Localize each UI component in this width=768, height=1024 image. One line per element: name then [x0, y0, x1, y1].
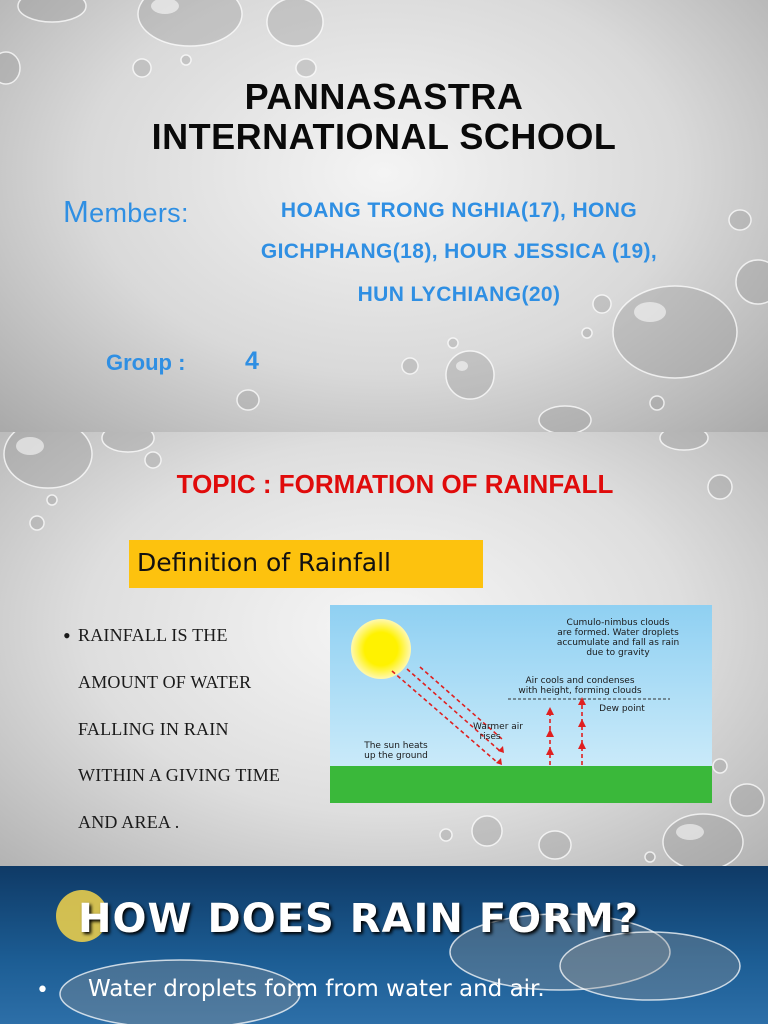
- sun-heats-label-1: The sun heats: [364, 741, 428, 751]
- members-label: [63, 194, 189, 230]
- bullet-dot: •: [63, 623, 71, 648]
- condense-label-1: Air cools and condenses: [525, 676, 635, 686]
- rain-bullet-text-1: Water droplets form from water and air.: [88, 976, 545, 1002]
- rain-formation-slide: [0, 866, 768, 1024]
- cloud-label-3: accumulate and fall as rain: [556, 638, 680, 648]
- warm-air-label-2: rises: [479, 732, 501, 742]
- definition-heading: Definition of Rainfall: [129, 540, 483, 588]
- group-label: Group :: [106, 350, 186, 375]
- members-label-rest: embers:: [89, 198, 189, 228]
- definition-slide: [0, 432, 768, 866]
- sun-heats-label-2: up the ground: [364, 751, 428, 761]
- cloud-label-4: due to gravity: [586, 648, 650, 658]
- cloud-label-2: are formed. Water droplets: [557, 628, 679, 638]
- ground: [330, 766, 712, 803]
- definition-text-line1: RAINFALL IS THE: [78, 625, 228, 645]
- sun-icon: [351, 619, 411, 679]
- member-names-line2: GICHPHANG(18), HOUR JESSICA (19),: [260, 240, 658, 263]
- definition-text-line5: AND AREA .: [78, 812, 180, 832]
- definition-text-line4: WITHIN A GIVING TIME: [78, 765, 281, 785]
- bullet-dot: •: [36, 978, 49, 1003]
- cloud-shape: [560, 932, 740, 1000]
- warm-air-label-1: Warmer air: [473, 722, 523, 732]
- group-number: 4: [245, 347, 259, 375]
- dew-point-label: Dew point: [599, 704, 645, 714]
- school-title-line1: PANNASASTRA: [244, 76, 524, 117]
- cloud-label-1: Cumulo-nimbus clouds: [566, 618, 670, 628]
- condense-label-2: with height, forming clouds: [518, 686, 642, 696]
- title-slide: [0, 0, 768, 432]
- definition-text-line3: FALLING IN RAIN: [78, 719, 229, 739]
- members-label-initial: M: [63, 194, 90, 229]
- rainfall-diagram: [330, 605, 712, 803]
- school-title-line2: INTERNATIONAL SCHOOL: [151, 116, 617, 157]
- definition-text-line2: AMOUNT OF WATER: [78, 672, 252, 692]
- member-names-line1: HOANG TRONG NGHIA(17), HONG: [280, 199, 638, 222]
- member-names-line3: HUN LYCHIANG(20): [357, 283, 561, 306]
- topic-heading: TOPIC : FORMATION OF RAINFALL: [176, 469, 614, 499]
- rain-formation-heading: HOW DOES RAIN FORM?: [78, 896, 639, 942]
